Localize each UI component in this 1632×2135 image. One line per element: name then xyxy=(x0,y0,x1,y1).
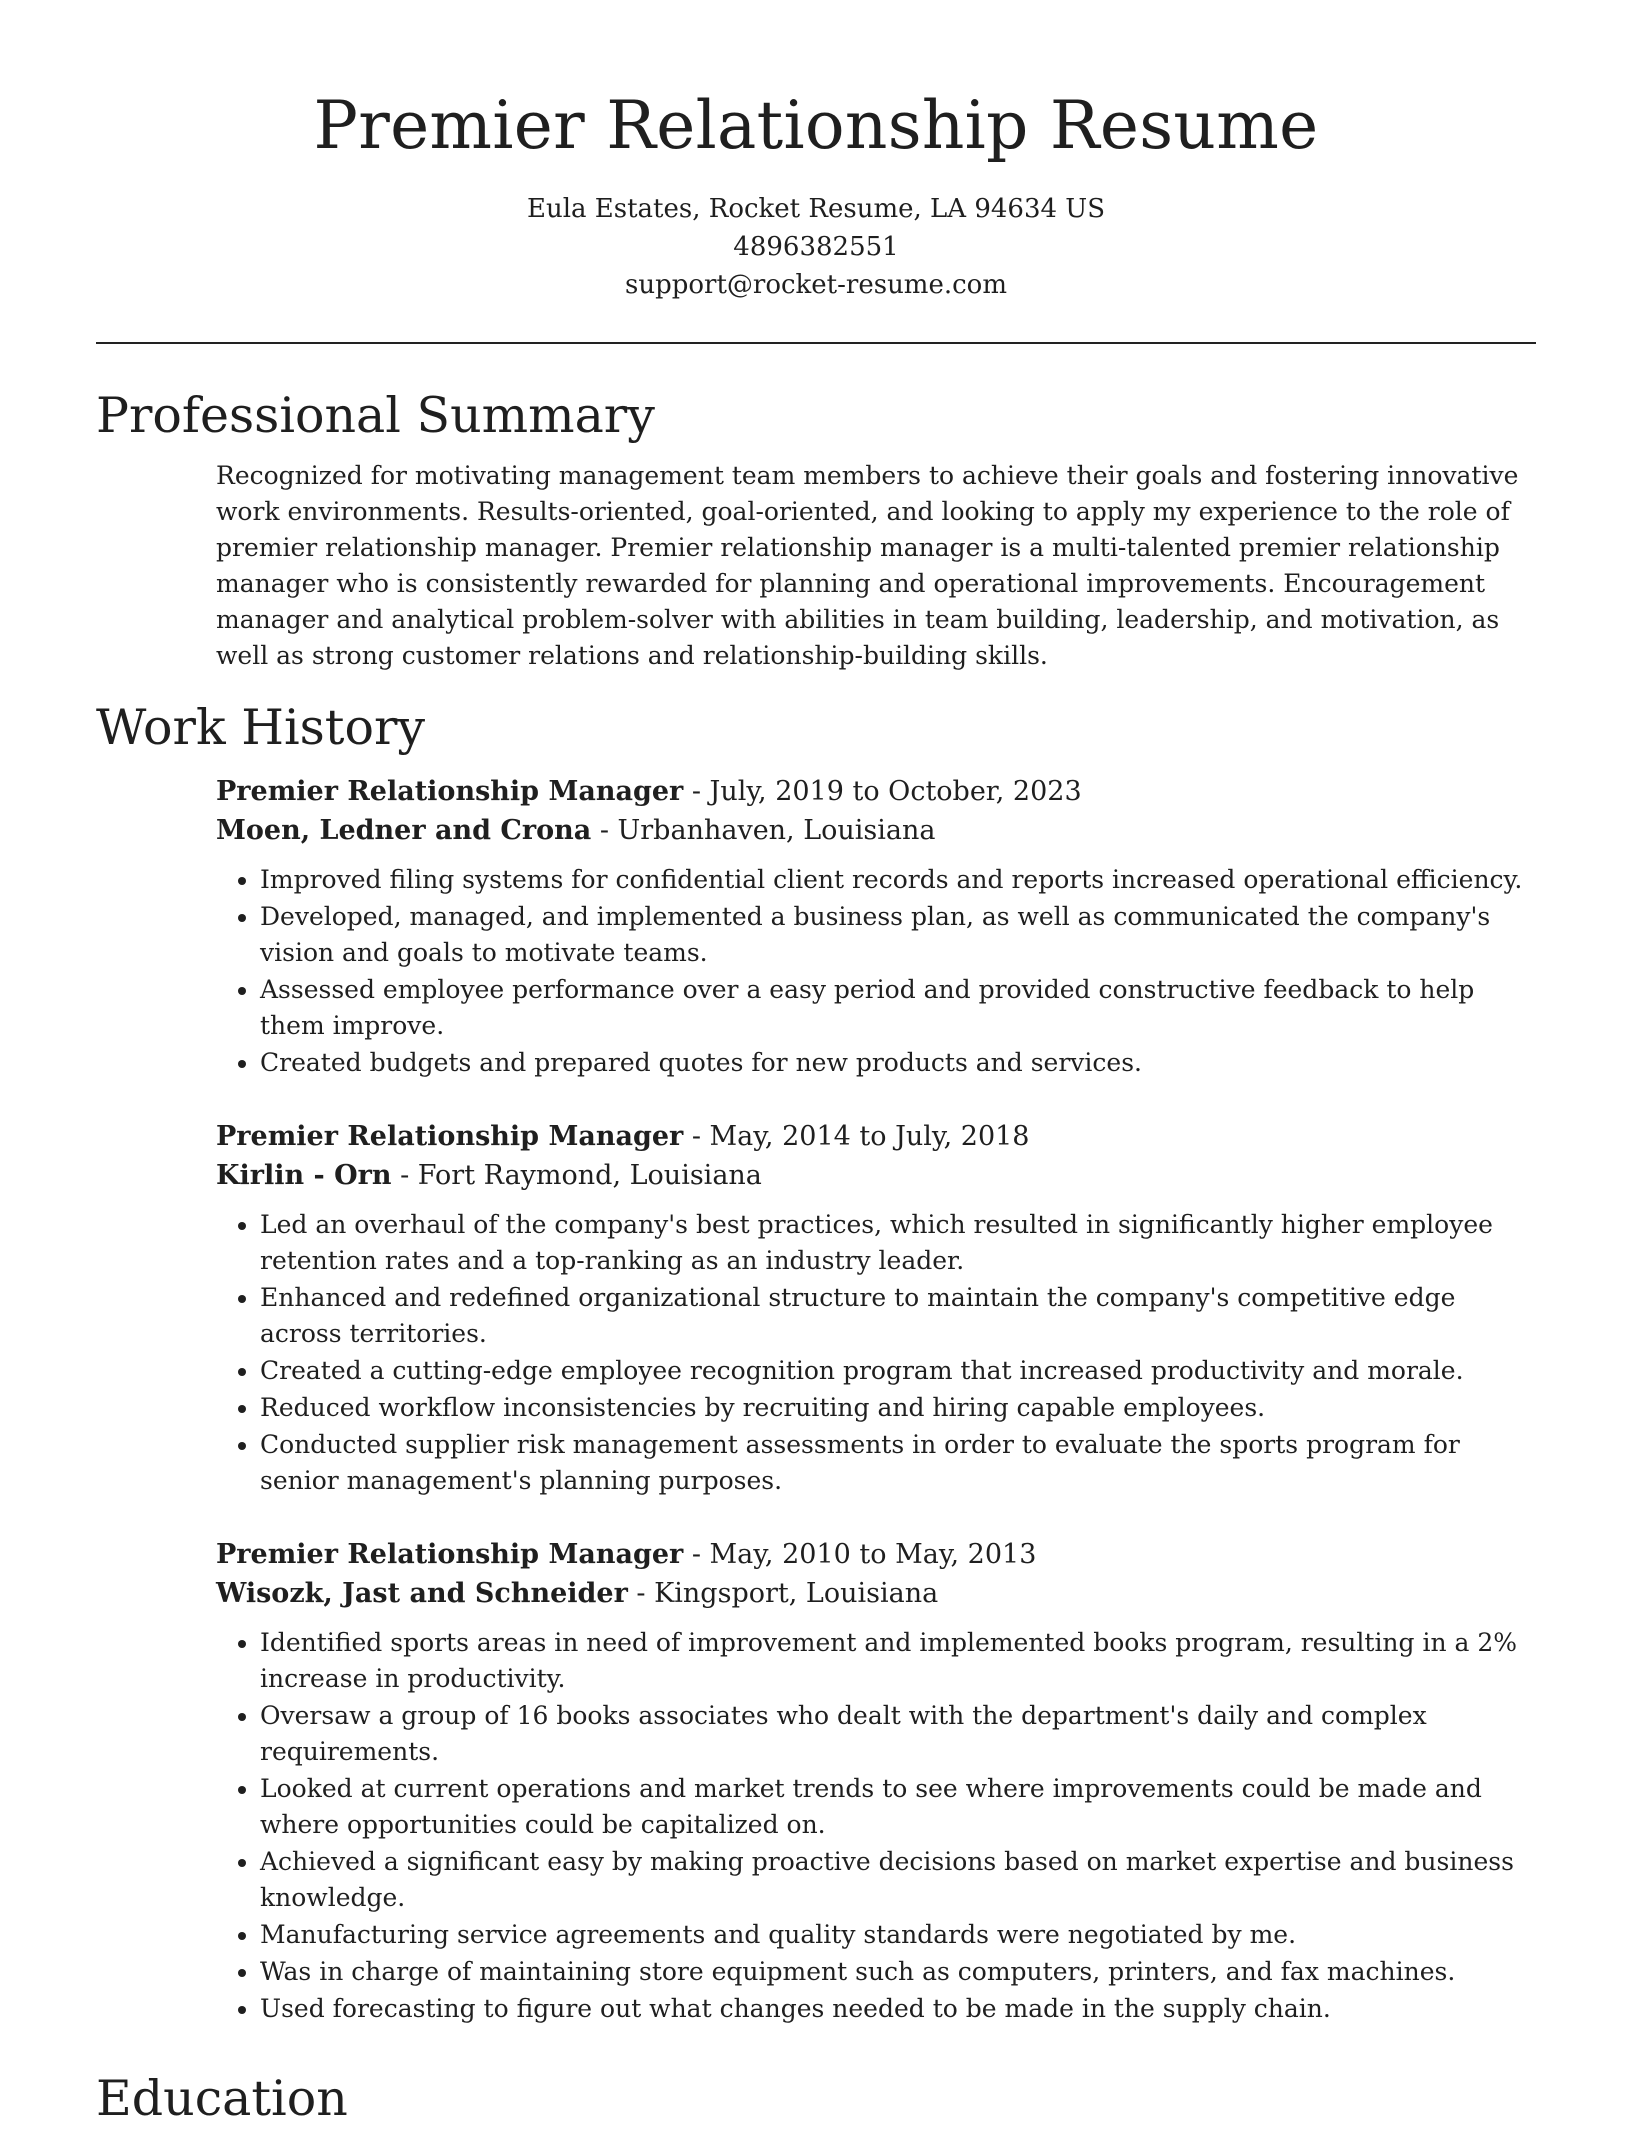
duty-item: • Improved filing systems for confidential client records and reports increased operational efficiency. xyxy=(260,862,1536,898)
contact-address: Eula Estates, Rocket Resume, LA 94634 US xyxy=(526,194,1106,224)
work-history-heading: Work History xyxy=(96,699,426,756)
job-location: - Fort Raymond, Louisiana xyxy=(391,1160,762,1191)
header-divider xyxy=(96,342,1536,344)
resume-content xyxy=(96,380,1536,2135)
job-dates: - July, 2019 to October, 2023 xyxy=(683,776,1082,807)
job-title-line xyxy=(216,1535,1536,1574)
duty-item: • Was in charge of maintaining store equipment such as computers, printers, and fax machines. xyxy=(260,1954,1536,1990)
resume-title: Premier Relationship Resume xyxy=(313,87,1319,164)
job-company: Wisozk, Jast and Schneider xyxy=(216,1578,628,1609)
job-company-line xyxy=(216,811,1536,850)
duty-item: • Used forecasting to figure out what changes needed to be made in the supply chain. xyxy=(260,1991,1536,2027)
job-location: - Urbanhaven, Louisiana xyxy=(591,815,936,846)
job-company-line xyxy=(216,1156,1536,1195)
contact-phone: 4896382551 xyxy=(733,232,899,262)
duty-item: • Reduced workflow inconsistencies by recruiting and hiring capable employees. xyxy=(260,1390,1536,1426)
job-entry xyxy=(216,1117,1536,1499)
duty-item: • Conducted supplier risk management assessments in order to evaluate the sports program for senior management's planning purposes. xyxy=(260,1427,1536,1499)
summary-heading: Professional Summary xyxy=(96,387,655,444)
job-title: Premier Relationship Manager xyxy=(216,776,684,807)
duty-item: • Developed, managed, and implemented a business plan, as well as communicated the company's vision and goals to motivate teams. xyxy=(260,899,1536,971)
duty-item: • Identified sports areas in need of improvement and implemented books program, resulting in a 2% increase in productivity. xyxy=(260,1625,1536,1697)
summary-text: Recognized for motivating management team members to achieve their goals and fostering innovative work environments. Results-oriented, goal-oriented, and looking to apply my experience to the role of premier relationship manager. Premier relationship manager is a multi-talented premier relationship manager who is consistently rewarded for planning and operational improvements. Encouragement manager and analytical problem-solver with abilities in team building, leadership, and motivation, as well as strong customer relations and relationship-building skills. xyxy=(216,461,1519,670)
job-company: Moen, Ledner and Crona xyxy=(216,815,592,846)
job-location: - Kingsport, Louisiana xyxy=(627,1578,939,1609)
job-title-line xyxy=(216,1117,1536,1156)
education-section xyxy=(96,2063,1536,2135)
job-duties-list xyxy=(216,1625,1536,2027)
duty-item: • Assessed employee performance over a easy period and provided constructive feedback to help them improve. xyxy=(260,972,1536,1044)
job-company: Kirlin - Orn xyxy=(216,1160,392,1191)
work-history-section xyxy=(96,692,1536,2027)
job-dates: - May, 2010 to May, 2013 xyxy=(683,1539,1037,1570)
job-duties-list xyxy=(216,862,1536,1081)
job-duties-list xyxy=(216,1207,1536,1499)
duty-item: • Created budgets and prepared quotes for new products and services. xyxy=(260,1045,1536,1081)
summary-section xyxy=(96,380,1536,674)
resume-header xyxy=(0,0,1632,304)
contact-block xyxy=(0,190,1632,304)
education-heading: Education xyxy=(96,2070,348,2127)
job-entry xyxy=(216,772,1536,1081)
duty-item: • Led an overhaul of the company's best practices, which resulted in significantly higher employee retention rates and a top-ranking as an industry leader. xyxy=(260,1207,1536,1279)
duty-item: • Enhanced and redefined organizational structure to maintain the company's competitive edge across territories. xyxy=(260,1280,1536,1352)
duty-item: • Manufacturing service agreements and quality standards were negotiated by me. xyxy=(260,1917,1536,1953)
duty-item: • Looked at current operations and market trends to see where improvements could be made and where opportunities could be capitalized on. xyxy=(260,1771,1536,1843)
duty-item: • Created a cutting-edge employee recognition program that increased productivity and morale. xyxy=(260,1353,1536,1389)
job-title-line xyxy=(216,772,1536,811)
job-title: Premier Relationship Manager xyxy=(216,1539,684,1570)
job-company-line xyxy=(216,1574,1536,1613)
duty-item: • Oversaw a group of 16 books associates who dealt with the department's daily and complex requirements. xyxy=(260,1698,1536,1770)
job-dates: - May, 2014 to July, 2018 xyxy=(683,1121,1030,1152)
job-title: Premier Relationship Manager xyxy=(216,1121,684,1152)
duty-item: • Achieved a significant easy by making proactive decisions based on market expertise and business knowledge. xyxy=(260,1844,1536,1916)
contact-email: support@rocket-resume.com xyxy=(624,270,1007,300)
job-entry xyxy=(216,1535,1536,2027)
